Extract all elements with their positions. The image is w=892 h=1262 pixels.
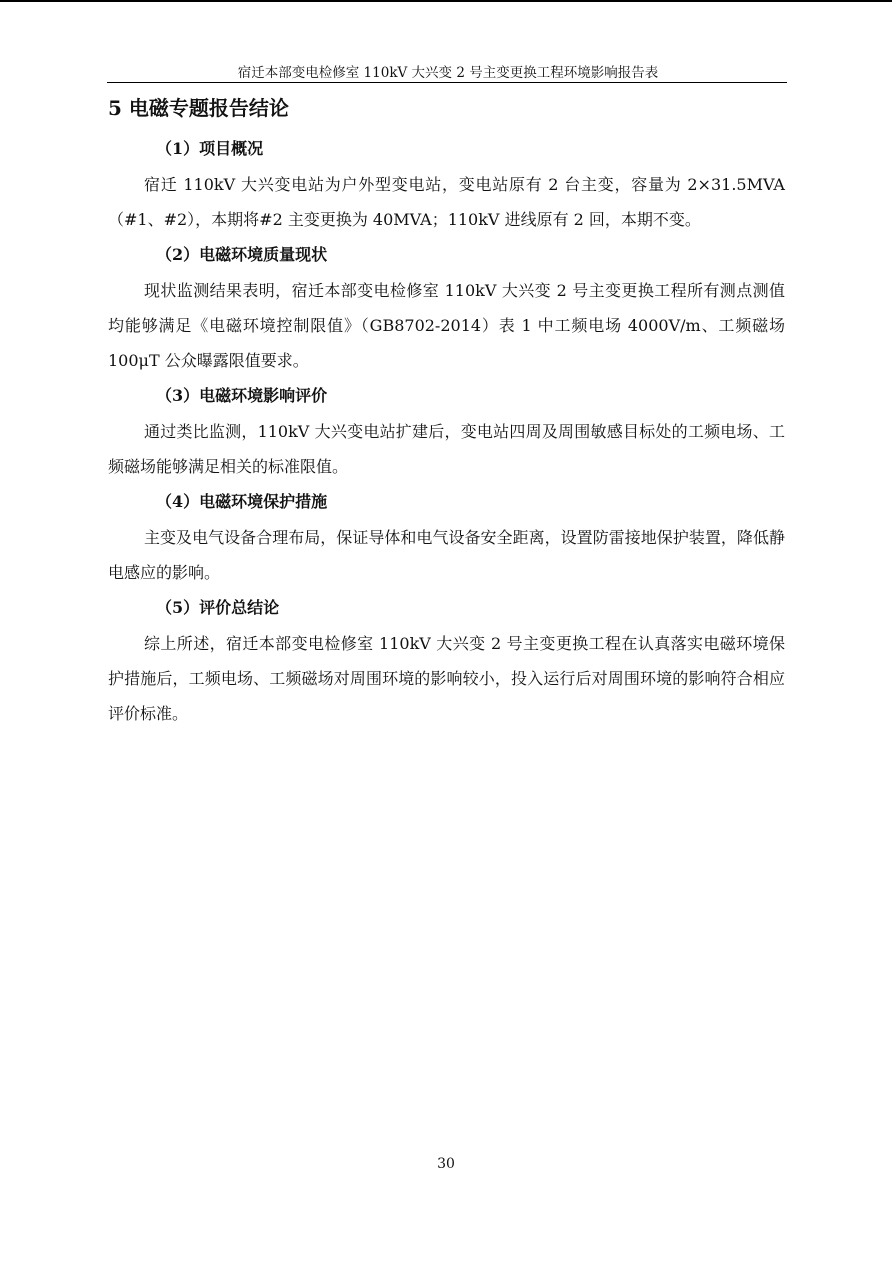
subsection-paragraph: 主变及电气设备合理布局，保证导体和电气设备安全距离，设置防雷接地保护装置，降低静电感应的影响。: [108, 528, 785, 582]
subsection-overall-conclusion: [108, 590, 785, 731]
page-top-border: [0, 0, 892, 2]
subsection-heading: （1）项目概况: [156, 139, 264, 158]
section-title: 5 电磁专题报告结论: [108, 96, 289, 120]
subsection-heading: （3）电磁环境影响评价: [156, 386, 328, 405]
subsection-paragraph: 现状监测结果表明，宿迁本部变电检修室 110kV 大兴变 2 号主变更换工程所有测点测值均能够满足《电磁环境控制限值》（GB8702-2014）表 1 中工频电场 4000V/m、工频磁场 100μT 公众曝露限值要求。: [108, 281, 785, 370]
page-number: 30: [437, 1156, 455, 1172]
header-rule: [107, 82, 787, 83]
running-header: 宿迁本部变电检修室 110kV 大兴变 2 号主变更换工程环境影响报告表: [237, 65, 659, 81]
subsection-paragraph: 综上所述，宿迁本部变电检修室 110kV 大兴变 2 号主变更换工程在认真落实电磁环境保护措施后，工频电场、工频磁场对周围环境的影响较小，投入运行后对周围环境的影响符合相应评价标准。: [108, 634, 785, 723]
subsection-paragraph: 通过类比监测，110kV 大兴变电站扩建后，变电站四周及周围敏感目标处的工频电场、工频磁场能够满足相关的标准限值。: [108, 422, 785, 476]
subsection-current-status: [108, 237, 785, 378]
subsection-heading: （5）评价总结论: [156, 598, 280, 617]
subsection-heading: （4）电磁环境保护措施: [156, 492, 328, 511]
subsection-impact-assessment: [108, 378, 785, 484]
report-body: [108, 131, 785, 731]
subsection-heading: （2）电磁环境质量现状: [156, 245, 328, 264]
subsection-paragraph: 宿迁 110kV 大兴变电站为户外型变电站，变电站原有 2 台主变，容量为 2×31.5MVA（#1、#2），本期将#2 主变更换为 40MVA；110kV 进线原有 2 回，本期不变。: [108, 175, 785, 229]
subsection-project-overview: [108, 131, 785, 237]
subsection-protection-measures: [108, 484, 785, 590]
